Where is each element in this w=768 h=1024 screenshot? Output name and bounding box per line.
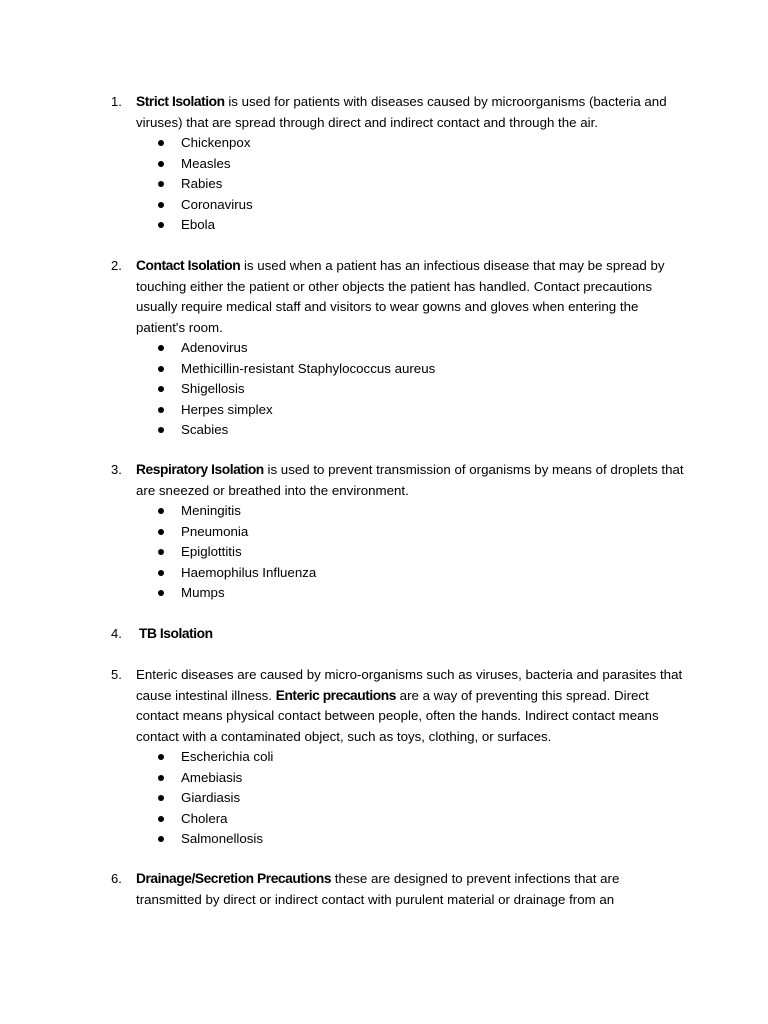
list-item (0, 788, 768, 809)
bullet-icon (158, 795, 164, 801)
item-description (136, 460, 686, 501)
item-text: is used to prevent transmission of organisms by means of droplets that are sneezed or breathed into the environment. (136, 462, 684, 498)
list-item (0, 195, 768, 216)
list-item-text: Escherichia coli (181, 749, 274, 764)
list-item-text: Amebiasis (181, 769, 243, 785)
bullet-icon (158, 202, 164, 208)
bullet-icon (158, 161, 164, 167)
bullet-icon (158, 570, 164, 576)
list-item-text: Herpes simplex (181, 401, 273, 417)
bullet-icon (158, 836, 164, 842)
list-item-text: Methicillin-resistant Staphylococcus aureus (181, 360, 436, 376)
item-text: is used when a patient has an infectious disease that may be spread by touching either the patient or other objects the patient has handled. Contact precautions usually require medical staff and visitors to wear gowns and gloves when entering the patient's room. (136, 258, 665, 335)
item-number: 4. (111, 626, 122, 641)
bullet-icon (158, 181, 164, 187)
bullet-icon (158, 222, 164, 228)
list-item-text: Mumps (181, 585, 225, 600)
item-term: Respiratory Isolation (136, 462, 264, 477)
item-term: Contact Isolation (136, 258, 241, 273)
bullet-icon (158, 366, 164, 372)
disease-list (0, 338, 768, 441)
bullet-icon (158, 590, 164, 596)
list-item (0, 215, 768, 236)
list-item (0, 501, 768, 522)
bullet-icon (158, 754, 164, 760)
list-item-text: Coronavirus (181, 196, 253, 212)
disease-list (0, 133, 768, 236)
item-text-before: Enteric diseases are caused by micro-organisms such as viruses, bacteria and parasites that cause intestinal illness. (136, 667, 683, 703)
item-number: 3. (111, 462, 122, 477)
bullet-icon (158, 529, 164, 535)
bullet-icon (158, 549, 164, 555)
bullet-icon (158, 345, 164, 351)
list-item-text: Haemophilus Influenza (181, 564, 317, 580)
bullet-icon (158, 386, 164, 392)
list-item-text: Scabies (181, 422, 229, 437)
list-item-text: Salmonellosis (181, 831, 264, 846)
list-item-text: Ebola (181, 217, 216, 232)
list-item-text: Chickenpox (181, 135, 251, 150)
list-item (0, 829, 768, 850)
item-term: Strict Isolation (136, 94, 225, 109)
list-item (0, 420, 768, 441)
item-text-after: are a way of preventing this spread. Direct contact means physical contact between people, often the hands. Indirect contact means contact with a contaminated object, such as toys, clothing, or surfaces. (136, 687, 659, 744)
list-item-text: Measles (181, 155, 231, 171)
list-item-text: Giardiasis (181, 790, 241, 805)
list-item (0, 522, 768, 543)
disease-list (0, 747, 768, 850)
item-number: 2. (111, 258, 122, 273)
disease-list (0, 501, 768, 604)
list-item (0, 338, 768, 359)
bullet-icon (158, 816, 164, 822)
bullet-icon (158, 407, 164, 413)
list-item (0, 154, 768, 175)
item-term: Enteric precautions (275, 687, 396, 703)
item-term: TB Isolation (139, 626, 213, 641)
item-description (136, 665, 686, 747)
list-item-text: Adenovirus (181, 340, 248, 355)
item-text: is used for patients with diseases caused by microorganisms (bacteria and viruses) that are spread through direct and indirect contact and through the air. (136, 94, 667, 130)
item-number: 1. (111, 94, 122, 109)
list-item-text: Shigellosis (181, 381, 245, 396)
item-number: 6. (111, 871, 122, 886)
list-item (0, 583, 768, 604)
item-description (136, 92, 686, 133)
list-item (0, 747, 768, 768)
list-item (0, 542, 768, 563)
item-term: Drainage/Secretion Precautions (136, 871, 332, 886)
bullet-icon (158, 508, 164, 514)
list-item (0, 174, 768, 195)
item-description (136, 256, 686, 338)
item-description (136, 869, 686, 910)
list-item (0, 768, 768, 789)
bullet-icon (158, 140, 164, 146)
item-number: 5. (111, 667, 122, 682)
list-item (0, 379, 768, 400)
list-item (0, 563, 768, 584)
bullet-icon (158, 427, 164, 433)
bullet-icon (158, 775, 164, 781)
list-item (0, 359, 768, 380)
list-item-text: Pneumonia (181, 523, 249, 539)
list-item-text: Epiglottitis (181, 544, 242, 559)
item-description (139, 624, 689, 645)
item-text: these are designed to prevent infections that are transmitted by direct or indirect contact with purulent material or drainage from an (136, 871, 620, 907)
list-item (0, 400, 768, 421)
list-item (0, 133, 768, 154)
list-item-text: Rabies (181, 176, 223, 191)
list-item-text: Cholera (181, 810, 228, 826)
list-item (0, 809, 768, 830)
list-item-text: Meningitis (181, 503, 241, 518)
